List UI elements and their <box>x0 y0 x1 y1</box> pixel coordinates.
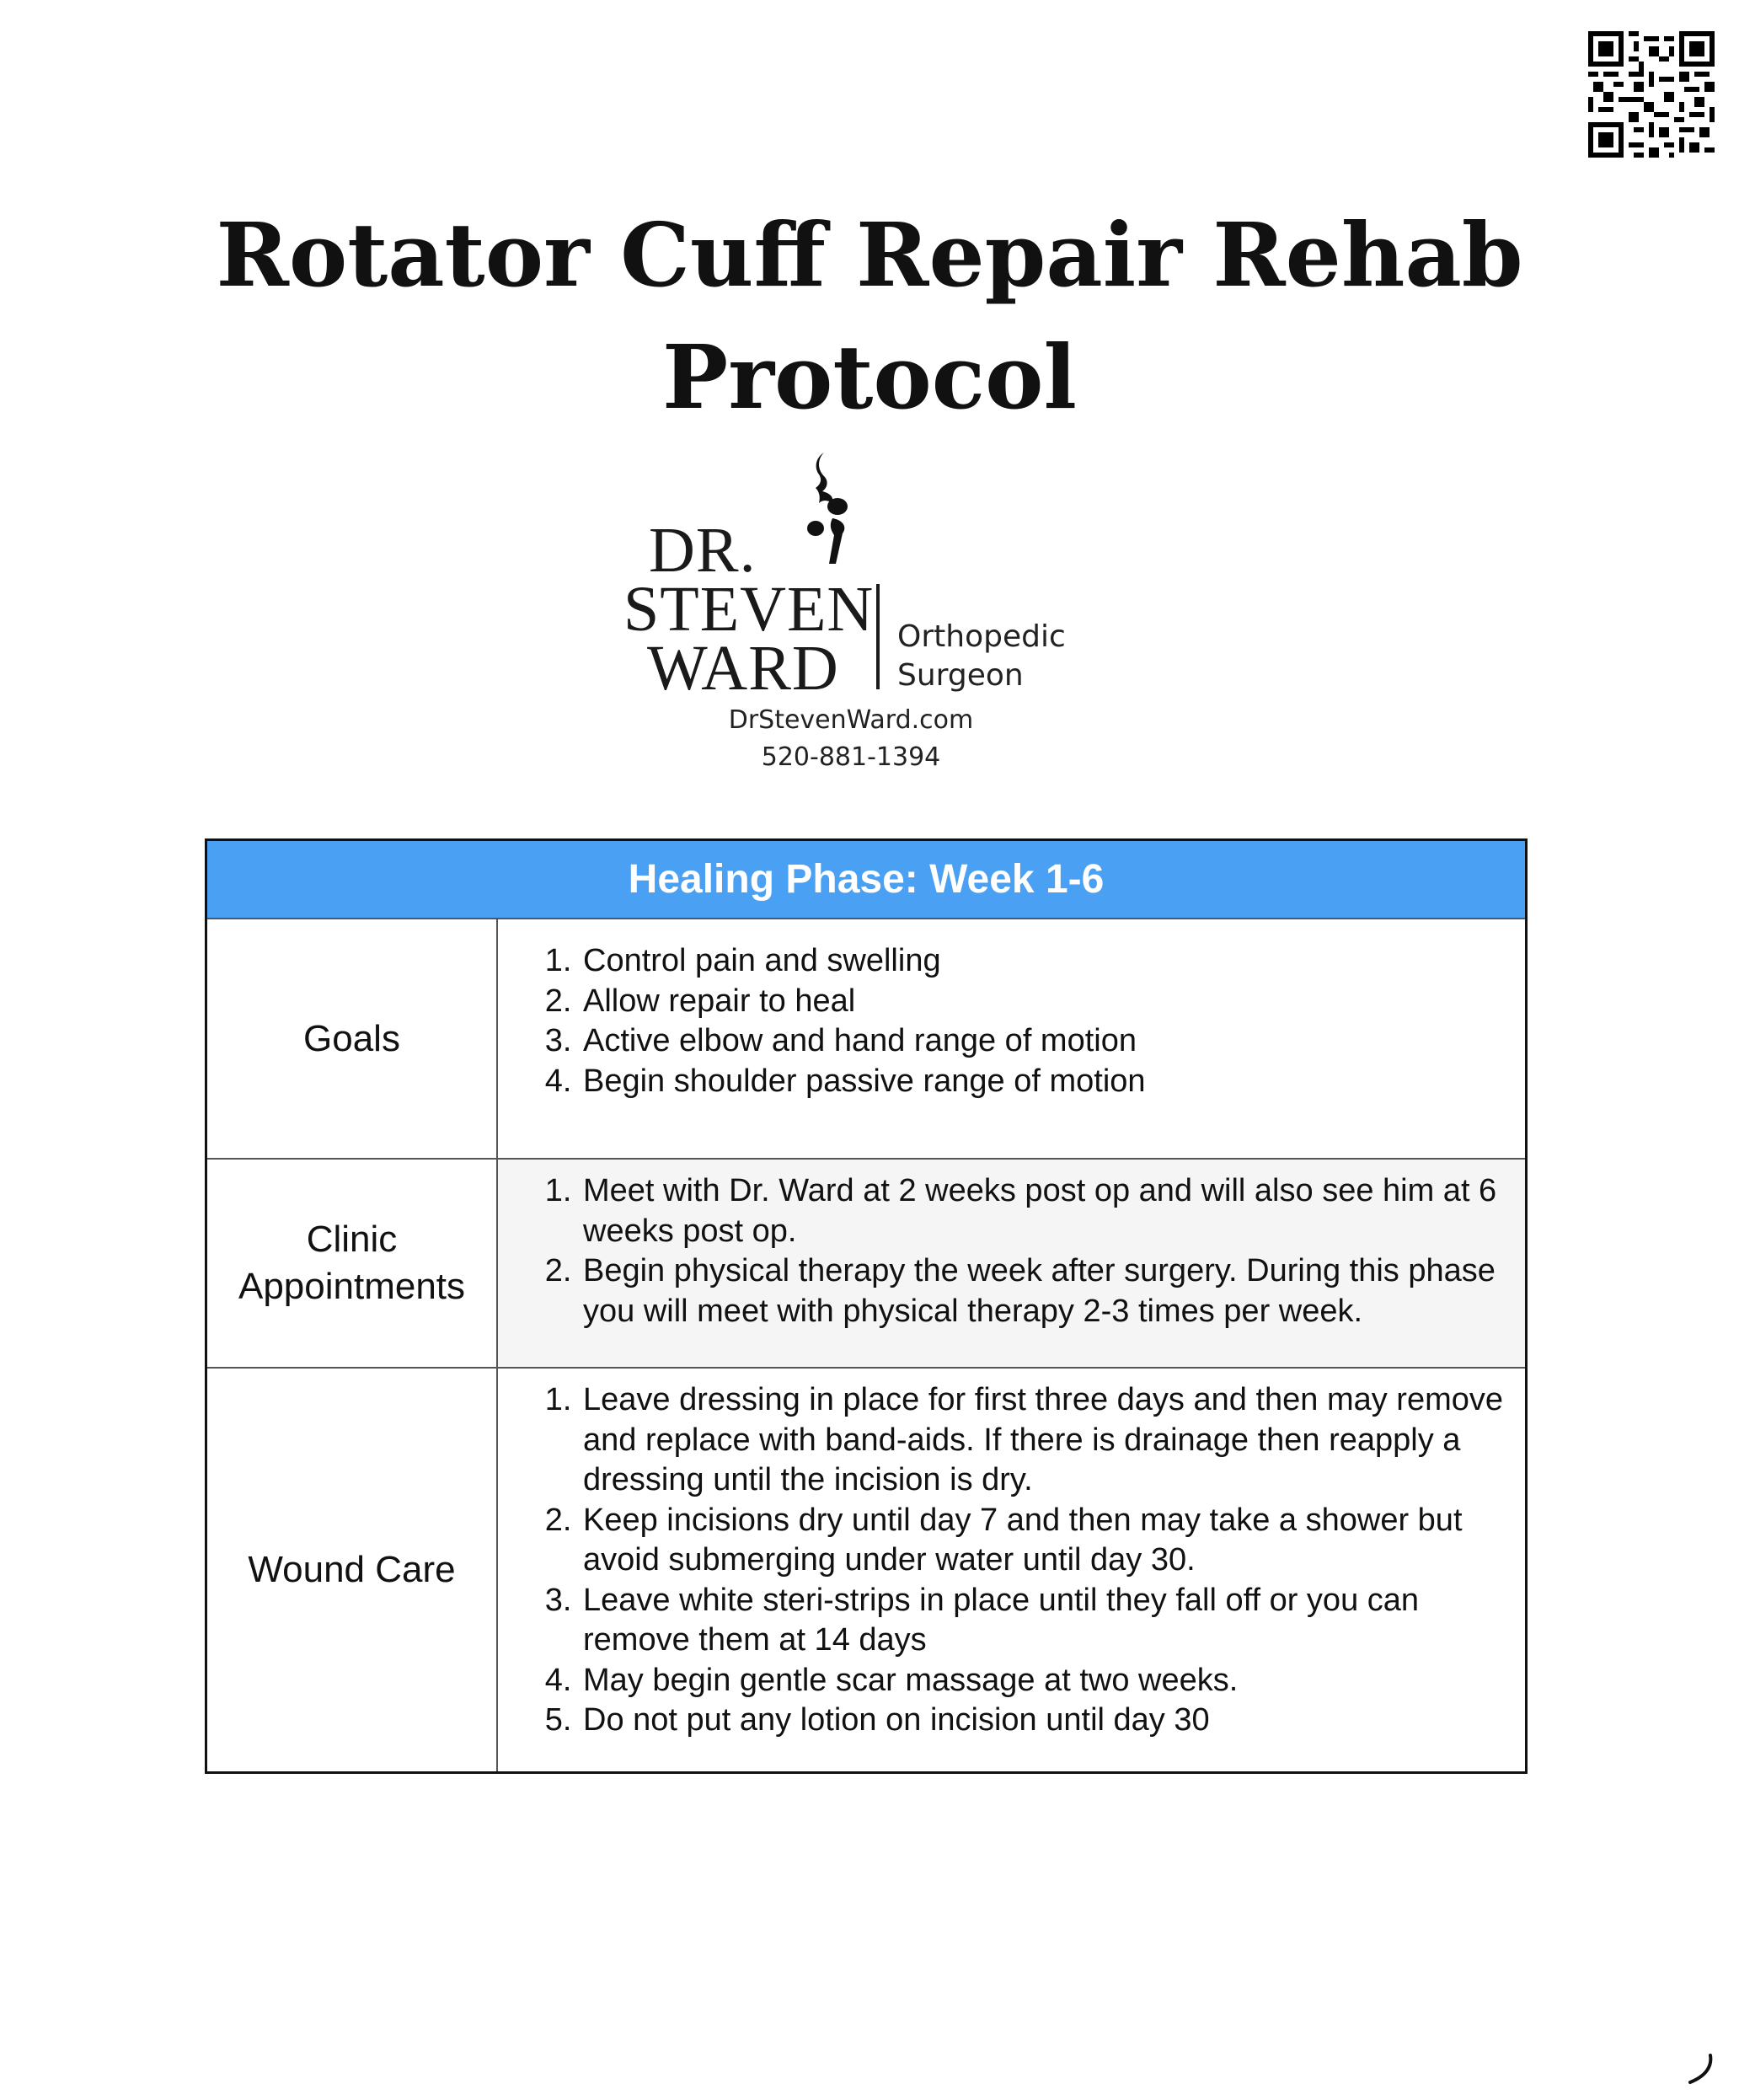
list-item: 1. Leave dressing in place for first three days and then may remove and replace with band-aids. If there is drainage then reapply a dressing until the incision is dry. <box>581 1380 1513 1501</box>
page-curl-icon <box>1685 2052 1719 2086</box>
list-item: 4. Begin shoulder passive range of motion <box>581 1062 1513 1102</box>
page-title-line1: Rotator Cuff Repair Rehab <box>216 203 1523 307</box>
list-item: 4. May begin gentle scar massage at two weeks. <box>581 1661 1513 1701</box>
list-item: 2. Begin physical therapy the week after surgery. During this phase you will meet with physical therapy 2-3 times per week. <box>581 1251 1513 1331</box>
row-label-line2: Appointments <box>238 1266 466 1307</box>
table-row <box>206 1368 1527 1773</box>
row-items-wound-care <box>497 1368 1527 1773</box>
list-item: 5. Do not put any lotion on incision until day 30 <box>581 1701 1513 1741</box>
list-item: 3. Leave white steri-strips in place until they fall off or you can remove them at 14 days <box>581 1581 1513 1661</box>
protocol-table <box>205 838 1528 1774</box>
logo-website: DrStevenWard.com <box>728 705 974 735</box>
logo-specialty <box>897 618 1066 695</box>
page-title <box>0 194 1739 438</box>
wound-care-list <box>510 1380 1513 1741</box>
spine-logo-icon <box>800 451 859 569</box>
list-item: 2. Keep incisions dry until day 7 and then may take a shower but avoid submerging under water until day 30. <box>581 1501 1513 1581</box>
list-item: 1. Meet with Dr. Ward at 2 weeks post op and will also see him at 6 weeks post op. <box>581 1171 1513 1251</box>
row-items-clinic-appointments <box>497 1159 1527 1368</box>
row-label-line1: Clinic <box>306 1219 398 1260</box>
list-item: 3. Active elbow and hand range of motion <box>581 1021 1513 1062</box>
row-items-goals <box>497 919 1527 1159</box>
logo-name-line3: WARD <box>647 633 839 704</box>
list-item: 2. Allow repair to heal <box>581 982 1513 1022</box>
table-row <box>206 1159 1527 1368</box>
logo-name-line1: DR. <box>649 515 757 586</box>
table-row <box>206 919 1527 1159</box>
qr-code-icon <box>1588 31 1715 158</box>
practice-logo <box>623 451 1095 788</box>
logo-specialty-line2: Surgeon <box>897 658 1024 693</box>
page-title-line2: Protocol <box>662 325 1077 429</box>
row-label-clinic-appointments <box>206 1159 498 1368</box>
list-item: 1. Control pain and swelling <box>581 941 1513 982</box>
logo-divider <box>876 584 880 689</box>
logo-phone: 520-881-1394 <box>761 742 941 772</box>
phase-header: Healing Phase: Week 1-6 <box>206 840 1527 919</box>
goals-list <box>510 941 1513 1101</box>
logo-name-line2: STEVEN <box>623 574 875 645</box>
clinic-appointments-list <box>510 1171 1513 1331</box>
row-label-goals: Goals <box>206 919 498 1159</box>
logo-specialty-line1: Orthopedic <box>897 619 1066 654</box>
row-label-wound-care: Wound Care <box>206 1368 498 1773</box>
